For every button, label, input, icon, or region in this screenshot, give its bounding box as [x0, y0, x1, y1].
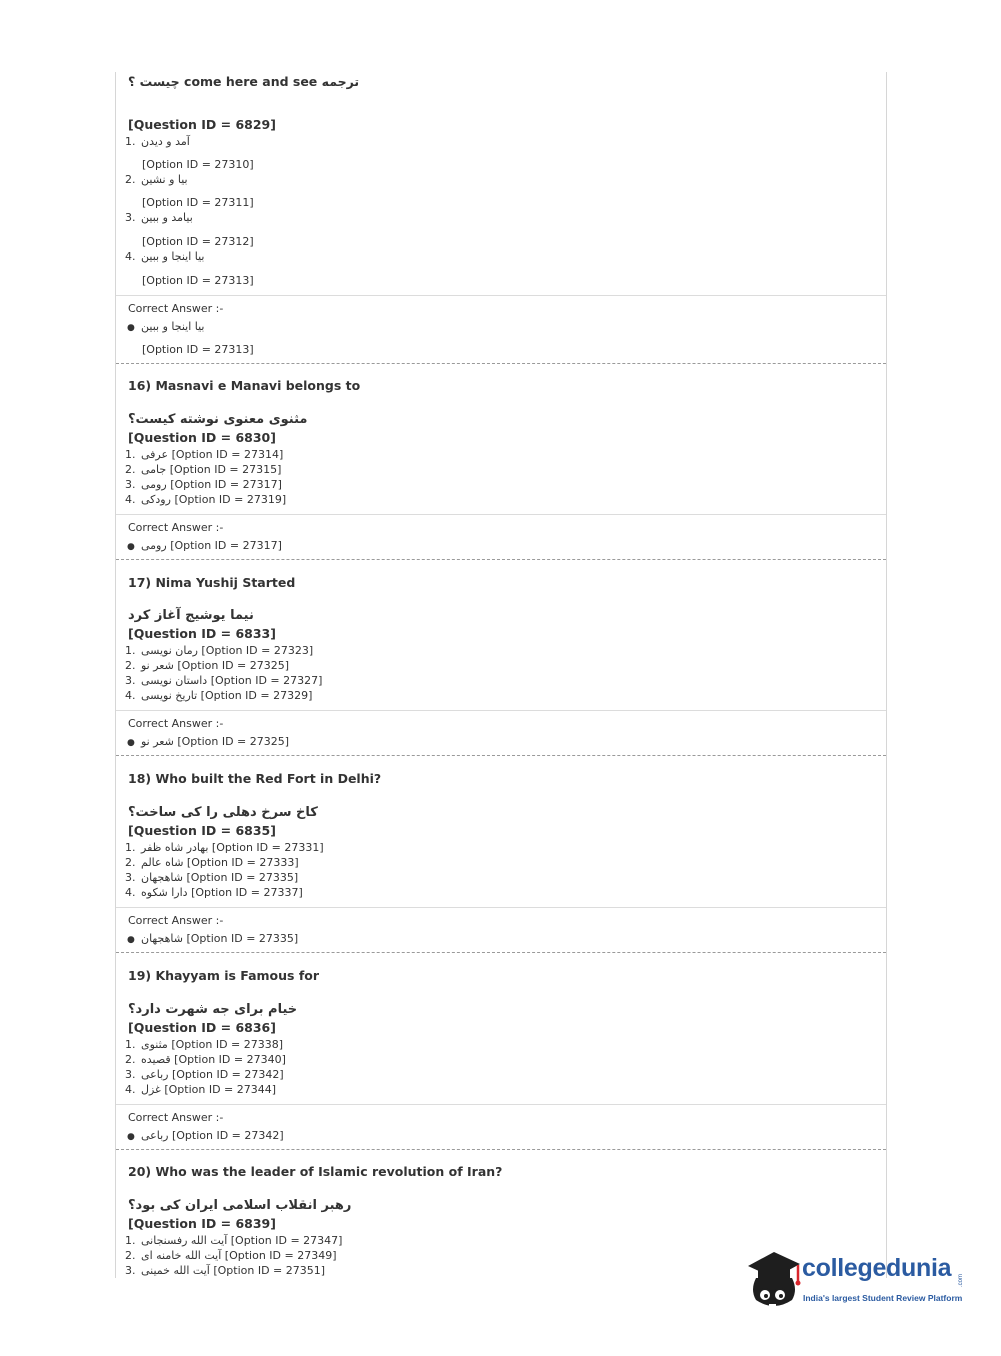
option-2: 2. شعر نو [Option ID = 27325]: [125, 659, 290, 672]
correct-answer: ● بیا اینجا و ببین: [127, 320, 205, 333]
option-3: 3. آیت الله خمینی [Option ID = 27351]: [125, 1264, 326, 1277]
question-id: [Question ID = 6833]: [128, 626, 276, 641]
question-paper-page: [115, 72, 887, 1278]
question-farsi-text: نیما یوشیج آغاز کرد: [128, 608, 254, 623]
option-2: 2. شاه عالم [Option ID = 27333]: [125, 856, 299, 869]
option-3: 3. بیامد و ببین: [125, 211, 193, 224]
option-4: 4. غزل [Option ID = 27344]: [125, 1083, 277, 1096]
logo-wordmark: collegedunia: [802, 1254, 952, 1282]
correct-answer-label: Correct Answer :-: [128, 914, 224, 927]
graduate-mascot-icon: [742, 1248, 804, 1312]
question-title: 17) Nima Yushij Started: [128, 575, 296, 590]
question-id: [Question ID = 6829]: [128, 117, 276, 132]
question-farsi-text: کاخ سرخ دهلی را کی ساخت؟: [128, 805, 318, 820]
question-farsi-text: مثنوی معنوی نوشته کیست؟: [128, 412, 308, 427]
correct-answer: ● شاهجهان [Option ID = 27335]: [127, 932, 299, 945]
option-4: 4. دارا شکوه [Option ID = 27337]: [125, 886, 303, 899]
option-3: 3. شاهجهان [Option ID = 27335]: [125, 871, 299, 884]
option-2: 2. جامی [Option ID = 27315]: [125, 463, 282, 476]
heading-english: come here and see: [184, 74, 318, 89]
heading-farsi-prefix: ترجمه: [321, 74, 360, 89]
section-separator: [116, 559, 886, 560]
option-3: 3. رباعی [Option ID = 27342]: [125, 1068, 284, 1081]
option-3-id: [Option ID = 27312]: [142, 235, 254, 248]
question-farsi-text: خیام برای جه شهرت دارد؟: [128, 1002, 298, 1017]
section-separator: [116, 755, 886, 756]
divider: [116, 907, 886, 908]
option-2: 2. بیا و نشین: [125, 173, 188, 186]
option-1: 1. آیت الله رفسنجانی [Option ID = 27347]: [125, 1234, 343, 1247]
question-id: [Question ID = 6835]: [128, 823, 276, 838]
section-separator: [116, 1149, 886, 1150]
question-title: 20) Who was the leader of Islamic revolution of Iran?: [128, 1164, 503, 1179]
option-1: 1. مثنوی [Option ID = 27338]: [125, 1038, 284, 1051]
correct-answer-label: Correct Answer :-: [128, 1111, 224, 1124]
option-4: 4. بیا اینجا و ببین: [125, 250, 205, 263]
question-id: [Question ID = 6830]: [128, 430, 276, 445]
correct-answer-label: Correct Answer :-: [128, 302, 224, 315]
option-2-id: [Option ID = 27311]: [142, 196, 254, 209]
option-1: 1. بهادر شاه ظفر [Option ID = 27331]: [125, 841, 324, 854]
question-id: [Question ID = 6836]: [128, 1020, 276, 1035]
collegedunia-logo: [742, 1248, 972, 1320]
option-4-id: [Option ID = 27313]: [142, 274, 254, 287]
section-separator: [116, 952, 886, 953]
correct-answer: ● رومی [Option ID = 27317]: [127, 539, 282, 552]
logo-dotcom: .com: [958, 1274, 964, 1288]
question-heading: [128, 74, 359, 89]
divider: [116, 295, 886, 296]
option-1-id: [Option ID = 27310]: [142, 158, 254, 171]
correct-answer: ● رباعی [Option ID = 27342]: [127, 1129, 284, 1142]
section-separator: [116, 363, 886, 364]
option-2: 2. آیت الله خامنه ای [Option ID = 27349]: [125, 1249, 337, 1262]
correct-answer: ● شعر نو [Option ID = 27325]: [127, 735, 290, 748]
correct-answer-option-id: [Option ID = 27313]: [142, 343, 254, 356]
option-1: 1. عرفی [Option ID = 27314]: [125, 448, 284, 461]
correct-answer-label: Correct Answer :-: [128, 717, 224, 730]
heading-farsi-suffix: چیست ؟: [128, 74, 180, 89]
question-farsi-text: رهبر انقلاب اسلامی ایران کی بود؟: [128, 1198, 352, 1213]
question-title: 19) Khayyam is Famous for: [128, 968, 320, 983]
option-2: 2. قصیده [Option ID = 27340]: [125, 1053, 286, 1066]
divider: [116, 514, 886, 515]
option-4: 4. رودکی [Option ID = 27319]: [125, 493, 287, 506]
option-3: 3. داستان نویسی [Option ID = 27327]: [125, 674, 323, 687]
option-1: 1. رمان نویسی [Option ID = 27323]: [125, 644, 314, 657]
logo-tagline: India's largest Student Review Platform: [803, 1293, 963, 1303]
divider: [116, 710, 886, 711]
question-title: 16) Masnavi e Manavi belongs to: [128, 378, 361, 393]
question-title: 18) Who built the Red Fort in Delhi?: [128, 771, 382, 786]
option-1: 1. آمد و دیدن: [125, 135, 190, 148]
option-4: 4. تاریخ نویسی [Option ID = 27329]: [125, 689, 313, 702]
divider: [116, 1104, 886, 1105]
question-id: [Question ID = 6839]: [128, 1216, 276, 1231]
option-3: 3. رومی [Option ID = 27317]: [125, 478, 282, 491]
correct-answer-label: Correct Answer :-: [128, 521, 224, 534]
